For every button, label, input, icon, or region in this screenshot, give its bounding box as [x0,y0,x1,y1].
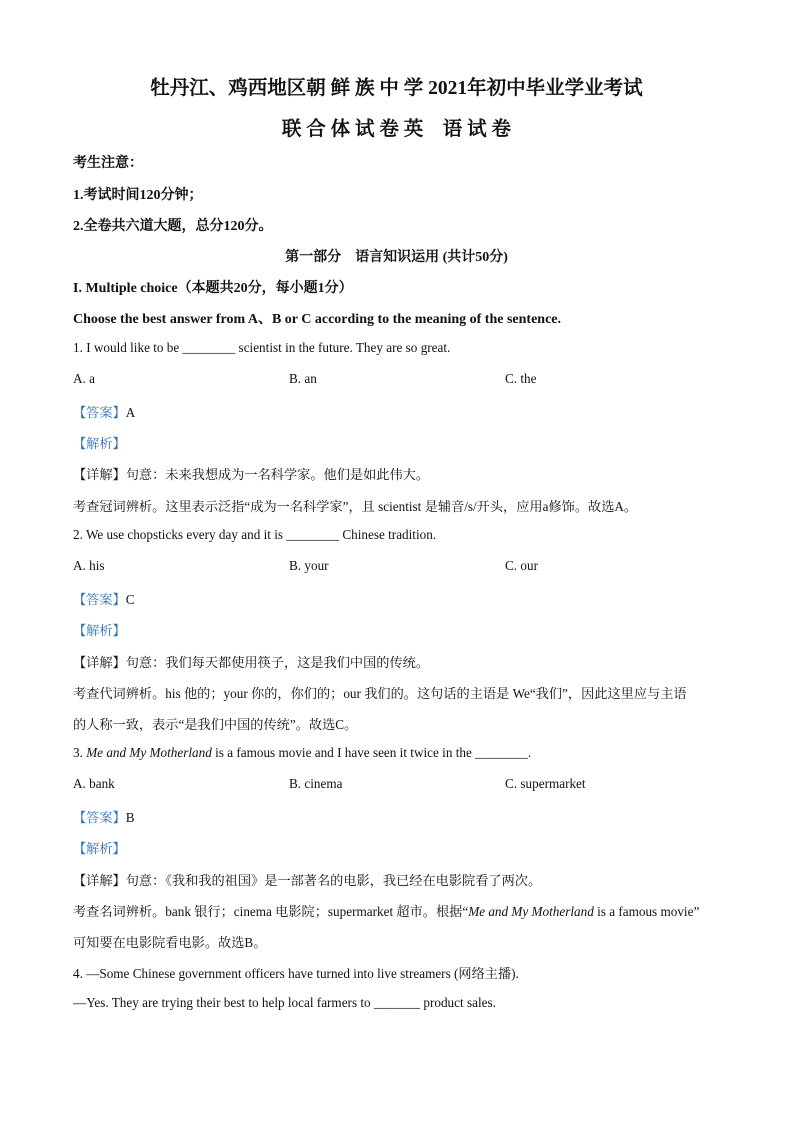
detail-tag: 【详解】 [73,873,126,888]
answer-tag: 【答案】 [73,592,126,607]
question-3-explain-line-1 [73,901,699,920]
exam-title: 牡丹江、鸡西地区朝 鲜 族 中 学 2021年初中毕业学业考试 [150,78,643,99]
detail-tag: 【详解】 [73,655,126,670]
question-4-stem-line-2: —Yes. They are trying their best to help local farmers to _______ product sales. [73,995,496,1010]
explain-movie-title: Me and My Motherland [468,904,594,919]
stem-rest: is a famous movie and I have seen it twice in the ________. [211,745,532,760]
answer-tag: 【答案】 [73,405,126,420]
analysis-tag: 【解析】 [73,841,126,856]
section-instruction: Choose the best answer from A、B or C according to the meaning of the sentence. [73,312,562,327]
question-3-stem [73,745,531,761]
question-3-option-b: B. cinema [289,776,343,791]
question-3-detail [73,870,541,889]
answer-value: B [125,810,135,825]
question-2-analysis [73,620,126,639]
question-1-detail [73,464,429,483]
question-1-option-a: A. a [73,371,95,386]
question-1-option-b: B. an [289,371,317,386]
section-title: I. Multiple choice（本题共20分，每小题1分） [73,281,353,296]
question-2-answer [73,589,135,608]
question-1-stem: 1. I would like to be ________ scientist in the future. They are so great. [73,340,451,355]
question-3-analysis [73,838,126,857]
analysis-tag: 【解析】 [73,623,126,638]
exam-subtitle: 联 合 体 试 卷 英 语 试 卷 [281,119,512,140]
explain-pre: 考查名词辨析。bank 银行；cinema 电影院；supermarket 超市。根据“ [73,904,469,919]
detail-tag: 【详解】 [73,467,126,482]
stem-prefix: 3. [73,745,87,760]
question-1-explain: 考查冠词辨析。这里表示泛指“成为一名科学家”，且 scientist 是辅音/s/开头，应用a修饰。故选A。 [73,499,638,514]
answer-value: A [125,405,136,420]
question-1-answer [73,402,135,421]
question-2-explain-line-1: 考查代词辨析。his 他的；your 你的，你们的；our 我们的。这句话的主语是 We“我们”，因此这里应与主语 [73,686,687,701]
part-title: 第一部分 语言知识运用 (共计50分) [285,250,508,265]
answer-tag: 【答案】 [73,810,126,825]
question-2-option-a: A. his [73,558,105,573]
answer-value: C [125,592,135,607]
notice-item-2: 2.全卷共六道大题，总分120分。 [73,219,273,234]
analysis-tag: 【解析】 [73,436,126,451]
notice-heading: 考生注意： [73,156,143,171]
question-3-option-a: A. bank [73,776,115,791]
detail-text: 句意：我们每天都使用筷子，这是我们中国的传统。 [125,655,430,670]
question-2-option-c: C. our [505,558,538,573]
question-1-analysis [73,433,126,452]
notice-item-1: 1.考试时间120分钟； [73,188,203,203]
question-4-stem-line-1: 4. —Some Chinese government officers have turned into live streamers (网络主播). [73,966,519,981]
question-1-option-c: C. the [505,371,537,386]
question-2-stem: 2. We use chopsticks every day and it is ________ Chinese tradition. [73,527,437,542]
question-3-answer [73,807,135,826]
movie-title: Me and My Motherland [86,745,212,760]
question-2-detail [73,652,429,671]
question-2-option-b: B. your [289,558,329,573]
explain-post: is a famous movie” [593,904,700,919]
question-3-explain-line-2: 可知要在电影院看电影。故选B。 [73,935,267,950]
question-2-explain-line-2: 的人称一致，表示“是我们中国的传统”。故选C。 [73,717,358,732]
detail-text: 句意：《我和我的祖国》是一部著名的电影，我已经在电影院看了两次。 [125,873,542,888]
detail-text: 句意：未来我想成为一名科学家。他们是如此伟大。 [125,467,430,482]
question-3-option-c: C. supermarket [505,776,586,791]
